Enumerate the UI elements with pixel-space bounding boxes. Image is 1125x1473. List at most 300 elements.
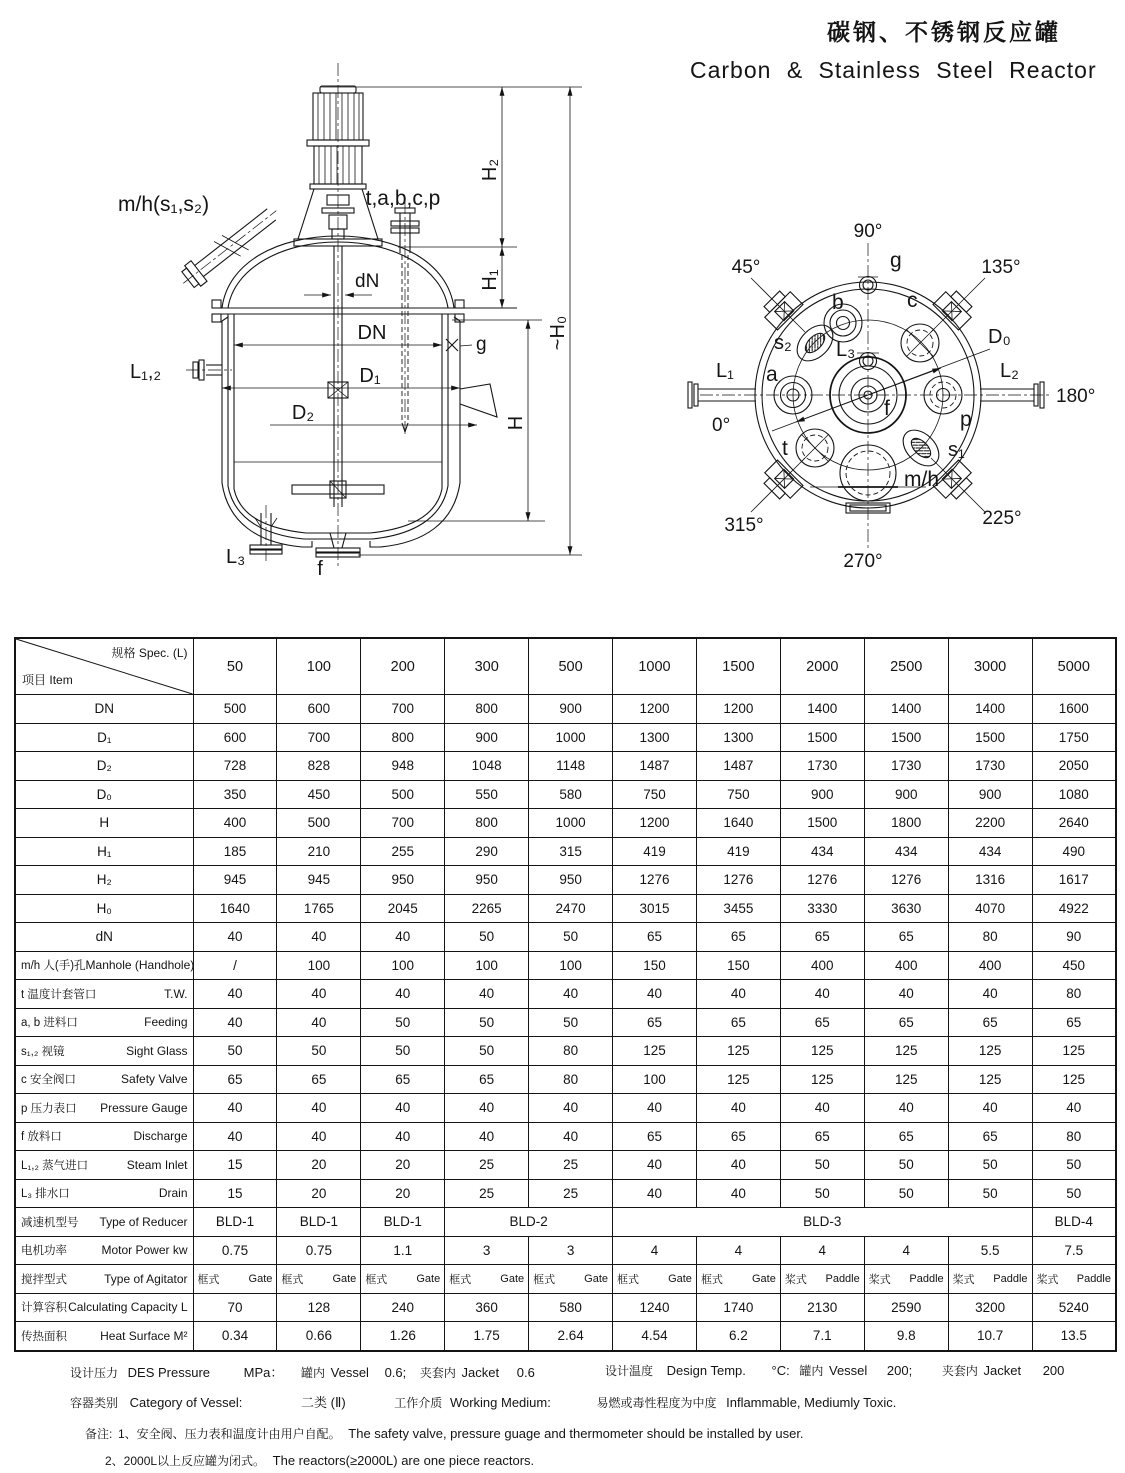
label-t: t bbox=[782, 437, 788, 460]
spec-cell: 25 bbox=[445, 1151, 529, 1180]
spec-cell: 40 bbox=[361, 1122, 445, 1151]
spec-cell: 900 bbox=[445, 723, 529, 752]
spec-cell: 2640 bbox=[1032, 809, 1116, 838]
spec-cell: 125 bbox=[1032, 1065, 1116, 1094]
vessel-pressure-value: 0.6; bbox=[384, 1365, 407, 1380]
spec-cell: 315 bbox=[529, 837, 613, 866]
medium-zh: 工作介质 bbox=[394, 1396, 443, 1410]
spec-cell: 4 bbox=[864, 1236, 948, 1265]
spec-col-header: 1500 bbox=[696, 638, 780, 695]
spec-cell: 500 bbox=[277, 809, 361, 838]
temp-vessel-en: Vessel bbox=[828, 1363, 868, 1378]
side-view-drawing bbox=[0, 55, 620, 630]
top-view-drawing bbox=[660, 215, 1125, 615]
jacket-zh: 夹套内 bbox=[419, 1366, 456, 1380]
label-l2: L₂ bbox=[1000, 360, 1019, 382]
spec-cell: 950 bbox=[445, 866, 529, 895]
table-row bbox=[15, 1037, 1116, 1066]
row-label: m/h 人(手)孔 Manhole (Handhole) bbox=[15, 951, 193, 980]
spec-cell: 4 bbox=[613, 1236, 697, 1265]
spec-cell: 1276 bbox=[864, 866, 948, 895]
spec-cell: 40 bbox=[780, 1094, 864, 1123]
row-label: 搅拌型式 Type of Agitator bbox=[15, 1265, 193, 1294]
spec-cell: 1080 bbox=[1032, 780, 1116, 809]
label-top-nozzle: t,a,b,c,p bbox=[365, 187, 441, 210]
spec-cell: 600 bbox=[193, 723, 277, 752]
spec-cell: 125 bbox=[780, 1065, 864, 1094]
spec-cell: 1500 bbox=[780, 723, 864, 752]
spec-cell: 125 bbox=[864, 1037, 948, 1066]
spec-cell: 40 bbox=[361, 980, 445, 1009]
spec-cell: 100 bbox=[277, 951, 361, 980]
spec-cell: 945 bbox=[193, 866, 277, 895]
spec-cell: 2590 bbox=[864, 1293, 948, 1322]
spec-col-header: 300 bbox=[445, 638, 529, 695]
row-label: 计算容积 Calculating Capacity L bbox=[15, 1293, 193, 1322]
vessel-temp-value: 200; bbox=[886, 1363, 913, 1378]
spec-cell: 0.66 bbox=[277, 1322, 361, 1351]
spec-cell: 1.26 bbox=[361, 1322, 445, 1351]
spec-cell: 1600 bbox=[1032, 695, 1116, 724]
spec-cell: 1200 bbox=[613, 809, 697, 838]
spec-cell: 1730 bbox=[864, 752, 948, 781]
spec-cell: 40 bbox=[277, 923, 361, 952]
angle-45: 45° bbox=[731, 257, 761, 278]
spec-cell: 950 bbox=[529, 866, 613, 895]
corner-item-label: 项目 Item bbox=[22, 673, 73, 687]
spec-cell: 3630 bbox=[864, 894, 948, 923]
spec-cell: 65 bbox=[948, 1008, 1032, 1037]
spec-cell: 40 bbox=[277, 1094, 361, 1123]
table-header-row bbox=[15, 638, 1116, 695]
spec-cell: 3 bbox=[529, 1236, 613, 1265]
spec-cell: 3200 bbox=[948, 1293, 1032, 1322]
spec-cell: 1617 bbox=[1032, 866, 1116, 895]
label-f: f bbox=[884, 397, 890, 420]
spec-cell: 1000 bbox=[529, 809, 613, 838]
spec-cell: 20 bbox=[361, 1151, 445, 1180]
design-pressure-zh: 设计压力 bbox=[70, 1366, 119, 1380]
spec-cell: 350 bbox=[193, 780, 277, 809]
table-row bbox=[15, 780, 1116, 809]
spec-cell: 框式 Gate bbox=[361, 1265, 445, 1294]
table-row bbox=[15, 951, 1116, 980]
spec-col-header: 1000 bbox=[613, 638, 697, 695]
table-row bbox=[15, 695, 1116, 724]
spec-col-header: 2000 bbox=[780, 638, 864, 695]
label-d0: D₀ bbox=[988, 326, 1011, 348]
corner-cell bbox=[15, 638, 193, 695]
label-h2: H₂ bbox=[479, 158, 501, 182]
table-row bbox=[15, 837, 1116, 866]
spec-cell: 65 bbox=[864, 1122, 948, 1151]
spec-cell: 700 bbox=[277, 723, 361, 752]
spec-col-header: 100 bbox=[277, 638, 361, 695]
spec-cell: 40 bbox=[696, 980, 780, 1009]
spec-cell: 400 bbox=[780, 951, 864, 980]
note-1 bbox=[85, 1425, 804, 1442]
spec-cell: 50 bbox=[529, 1008, 613, 1037]
spec-cell: 125 bbox=[696, 1065, 780, 1094]
spec-cell: 450 bbox=[1032, 951, 1116, 980]
medium-value-en: Inflammable, Mediumly Toxic. bbox=[726, 1395, 897, 1410]
spec-cell: 25 bbox=[529, 1179, 613, 1208]
spec-cell: 800 bbox=[445, 695, 529, 724]
spec-cell: 9.8 bbox=[864, 1322, 948, 1351]
table-row bbox=[15, 723, 1116, 752]
spec-cell: 550 bbox=[445, 780, 529, 809]
spec-cell: 40 bbox=[193, 1094, 277, 1123]
spec-cell: 80 bbox=[948, 923, 1032, 952]
spec-col-header: 50 bbox=[193, 638, 277, 695]
note-2 bbox=[105, 1452, 534, 1469]
spec-cell: 1000 bbox=[529, 723, 613, 752]
spec-cell: 桨式 Paddle bbox=[864, 1265, 948, 1294]
spec-cell: 600 bbox=[277, 695, 361, 724]
medium-value-zh: 易燃或毒性程度为中度 bbox=[596, 1396, 717, 1410]
vessel-zh: 罐内 bbox=[301, 1366, 326, 1380]
spec-cell: 40 bbox=[277, 1008, 361, 1037]
spec-cell: 65 bbox=[445, 1065, 529, 1094]
label-h1: H₁ bbox=[479, 269, 501, 291]
spec-cell: 50 bbox=[1032, 1179, 1116, 1208]
spec-cell: 4 bbox=[780, 1236, 864, 1265]
spec-cell: BLD-3 bbox=[613, 1208, 1033, 1237]
row-label: D₀ bbox=[15, 780, 193, 809]
row-label: H₁ bbox=[15, 837, 193, 866]
table-row bbox=[15, 1236, 1116, 1265]
spec-cell: 1200 bbox=[696, 695, 780, 724]
spec-cell: 1240 bbox=[613, 1293, 697, 1322]
spec-cell: 900 bbox=[864, 780, 948, 809]
spec-cell: 5240 bbox=[1032, 1293, 1116, 1322]
spec-cell: 728 bbox=[193, 752, 277, 781]
spec-cell: 2050 bbox=[1032, 752, 1116, 781]
spec-cell: 50 bbox=[445, 923, 529, 952]
table-row bbox=[15, 1122, 1116, 1151]
spec-cell: 1500 bbox=[780, 809, 864, 838]
spec-cell: 50 bbox=[361, 1037, 445, 1066]
spec-cell: 128 bbox=[277, 1293, 361, 1322]
spec-cell: 40 bbox=[948, 1094, 1032, 1123]
spec-cell: 65 bbox=[696, 1008, 780, 1037]
row-label: 传热面积 Heat Surface M² bbox=[15, 1322, 193, 1351]
table-row bbox=[15, 1293, 1116, 1322]
note-2-zh: 2、2000L以上反应罐为闭式。 bbox=[105, 1454, 266, 1468]
table-row bbox=[15, 980, 1116, 1009]
spec-cell: 255 bbox=[361, 837, 445, 866]
table-row bbox=[15, 809, 1116, 838]
table-row bbox=[15, 1208, 1116, 1237]
spec-cell: 434 bbox=[948, 837, 1032, 866]
spec-cell: 1200 bbox=[613, 695, 697, 724]
page-title-en: Carbon & Stainless Steel Reactor bbox=[690, 57, 1097, 83]
spec-cell: 125 bbox=[948, 1065, 1032, 1094]
spec-cell: 1.1 bbox=[361, 1236, 445, 1265]
category-zh: 容器类别 bbox=[70, 1396, 119, 1410]
label-manhole-nozzle: m/h(s₁,s₂) bbox=[118, 193, 210, 216]
spec-cell: 400 bbox=[864, 951, 948, 980]
spec-cell: 40 bbox=[277, 1122, 361, 1151]
spec-cell: 40 bbox=[1032, 1094, 1116, 1123]
spec-cell: 框式 Gate bbox=[529, 1265, 613, 1294]
spec-cell: 50 bbox=[193, 1037, 277, 1066]
spec-cell: 65 bbox=[613, 923, 697, 952]
spec-cell: 40 bbox=[613, 980, 697, 1009]
spec-cell: 框式 Gate bbox=[696, 1265, 780, 1294]
spec-cell: 65 bbox=[780, 1122, 864, 1151]
spec-cell: 4070 bbox=[948, 894, 1032, 923]
spec-cell: 100 bbox=[529, 951, 613, 980]
row-label: f 放料口 Discharge bbox=[15, 1122, 193, 1151]
row-label: 减速机型号 Type of Reducer bbox=[15, 1208, 193, 1237]
spec-cell: 40 bbox=[529, 1122, 613, 1151]
table-row bbox=[15, 752, 1116, 781]
spec-table bbox=[14, 637, 1117, 1352]
table-row bbox=[15, 1322, 1116, 1351]
spec-cell: 100 bbox=[445, 951, 529, 980]
spec-cell: 1148 bbox=[529, 752, 613, 781]
spec-cell: 40 bbox=[193, 1122, 277, 1151]
spec-cell: 65 bbox=[780, 923, 864, 952]
spec-cell: 7.1 bbox=[780, 1322, 864, 1351]
table-row bbox=[15, 923, 1116, 952]
design-temp-zh: 设计温度 bbox=[605, 1364, 654, 1378]
row-label: s₁,₂ 视镜 Sight Glass bbox=[15, 1037, 193, 1066]
spec-col-header: 2500 bbox=[864, 638, 948, 695]
corner-spec-label: 规格 Spec. (L) bbox=[111, 646, 188, 660]
spec-cell: 1487 bbox=[696, 752, 780, 781]
spec-cell: 65 bbox=[1032, 1008, 1116, 1037]
spec-cell: 40 bbox=[445, 1094, 529, 1123]
table-row bbox=[15, 1008, 1116, 1037]
spec-cell: 65 bbox=[864, 1008, 948, 1037]
spec-cell: 3455 bbox=[696, 894, 780, 923]
label-b: b bbox=[832, 291, 844, 314]
spec-cell: 900 bbox=[948, 780, 1032, 809]
spec-cell: 1500 bbox=[864, 723, 948, 752]
spec-cell: BLD-1 bbox=[361, 1208, 445, 1237]
spec-cell: 948 bbox=[361, 752, 445, 781]
spec-cell: 1276 bbox=[780, 866, 864, 895]
spec-cell: 50 bbox=[948, 1151, 1032, 1180]
spec-cell: 2.64 bbox=[529, 1322, 613, 1351]
spec-cell: 40 bbox=[277, 980, 361, 1009]
sight-glass-s2 bbox=[790, 318, 839, 367]
spec-cell: 750 bbox=[696, 780, 780, 809]
spec-cell: 40 bbox=[696, 1094, 780, 1123]
label-l12: L₁,₂ bbox=[130, 361, 162, 383]
label-s1: s₁ bbox=[948, 439, 965, 461]
category-value: 二类 (Ⅱ) bbox=[301, 1395, 346, 1410]
spec-cell: 15 bbox=[193, 1179, 277, 1208]
medium-en: Working Medium: bbox=[449, 1395, 551, 1410]
row-label: dN bbox=[15, 923, 193, 952]
row-label: H₀ bbox=[15, 894, 193, 923]
temp-jacket-zh: 夹套内 bbox=[941, 1364, 978, 1378]
spec-cell: 65 bbox=[696, 923, 780, 952]
spec-cell: 80 bbox=[529, 1037, 613, 1066]
spec-cell: 40 bbox=[864, 980, 948, 1009]
label-h: H bbox=[505, 415, 527, 431]
spec-cell: 10.7 bbox=[948, 1322, 1032, 1351]
spec-cell: 65 bbox=[780, 1008, 864, 1037]
spec-cell: 1048 bbox=[445, 752, 529, 781]
spec-cell: 419 bbox=[613, 837, 697, 866]
spec-cell: 900 bbox=[529, 695, 613, 724]
spec-cell: 100 bbox=[613, 1065, 697, 1094]
spec-cell: 65 bbox=[613, 1008, 697, 1037]
spec-cell: 40 bbox=[948, 980, 1032, 1009]
design-temp-line bbox=[605, 1362, 1064, 1379]
spec-cell: 1487 bbox=[613, 752, 697, 781]
spec-cell: 700 bbox=[361, 809, 445, 838]
notes-label: 备注: bbox=[85, 1427, 113, 1441]
spec-cell: 450 bbox=[277, 780, 361, 809]
spec-cell: 125 bbox=[696, 1037, 780, 1066]
angle-180: 180° bbox=[1056, 386, 1096, 407]
spec-cell: 40 bbox=[613, 1094, 697, 1123]
spec-cell: 2265 bbox=[445, 894, 529, 923]
spec-cell: 2045 bbox=[361, 894, 445, 923]
spec-cell: 0.34 bbox=[193, 1322, 277, 1351]
spec-cell: 400 bbox=[948, 951, 1032, 980]
spec-cell: 290 bbox=[445, 837, 529, 866]
spec-cell: 210 bbox=[277, 837, 361, 866]
spec-cell: 40 bbox=[529, 980, 613, 1009]
spec-cell: 40 bbox=[864, 1094, 948, 1123]
row-label: c 安全阀口 Safety Valve bbox=[15, 1065, 193, 1094]
row-label: L₁,₂ 蒸气进口 Steam Inlet bbox=[15, 1151, 193, 1180]
category-medium-line bbox=[70, 1392, 896, 1411]
spec-cell: 50 bbox=[529, 923, 613, 952]
spec-cell: 950 bbox=[361, 866, 445, 895]
spec-cell: 3 bbox=[445, 1236, 529, 1265]
spec-cell: 4922 bbox=[1032, 894, 1116, 923]
spec-cell: 1400 bbox=[780, 695, 864, 724]
spec-cell: 40 bbox=[696, 1151, 780, 1180]
spec-cell: 20 bbox=[361, 1179, 445, 1208]
spec-cell: 1400 bbox=[948, 695, 1032, 724]
table-row bbox=[15, 1151, 1116, 1180]
spec-cell: 1730 bbox=[948, 752, 1032, 781]
spec-cell: 580 bbox=[529, 1293, 613, 1322]
spec-cell: 1740 bbox=[696, 1293, 780, 1322]
spec-cell: 50 bbox=[948, 1179, 1032, 1208]
spec-cell: 500 bbox=[193, 695, 277, 724]
row-label: H bbox=[15, 809, 193, 838]
category-en: Category of Vessel: bbox=[129, 1395, 243, 1410]
spec-cell: 1300 bbox=[613, 723, 697, 752]
label-mh: m/h bbox=[904, 468, 940, 491]
spec-cell: 5.5 bbox=[948, 1236, 1032, 1265]
spec-cell: 70 bbox=[193, 1293, 277, 1322]
design-temp-en: Design Temp. bbox=[666, 1363, 746, 1378]
spec-cell: 桨式 Paddle bbox=[780, 1265, 864, 1294]
pressure-unit: MPa： bbox=[243, 1365, 284, 1380]
temp-jacket-en: Jacket bbox=[983, 1363, 1022, 1378]
spec-cell: BLD-4 bbox=[1032, 1208, 1116, 1237]
top-nozzle bbox=[391, 201, 419, 437]
spec-cell: 7.5 bbox=[1032, 1236, 1116, 1265]
spec-cell: 580 bbox=[529, 780, 613, 809]
label-dn-small: dN bbox=[355, 271, 380, 292]
design-pressure-line bbox=[70, 1362, 535, 1381]
vessel-en: Vessel bbox=[330, 1365, 369, 1380]
spec-cell: 1750 bbox=[1032, 723, 1116, 752]
spec-col-header: 500 bbox=[529, 638, 613, 695]
spec-cell: 125 bbox=[613, 1037, 697, 1066]
spec-cell: 490 bbox=[1032, 837, 1116, 866]
label-s2: s₂ bbox=[774, 332, 792, 354]
spec-cell: 40 bbox=[193, 1008, 277, 1037]
spec-cell: 40 bbox=[361, 923, 445, 952]
spec-cell: 900 bbox=[780, 780, 864, 809]
label-c: c bbox=[907, 289, 918, 312]
spec-cell: 桨式 Paddle bbox=[1032, 1265, 1116, 1294]
spec-cell: 945 bbox=[277, 866, 361, 895]
label-d1: D₁ bbox=[359, 365, 381, 387]
spec-cell: 2130 bbox=[780, 1293, 864, 1322]
spec-cell: 1730 bbox=[780, 752, 864, 781]
row-label: L₃ 排水口 Drain bbox=[15, 1179, 193, 1208]
row-label: 电机功率 Motor Power kw bbox=[15, 1236, 193, 1265]
spec-cell: 3330 bbox=[780, 894, 864, 923]
spec-cell: 40 bbox=[361, 1094, 445, 1123]
table-row bbox=[15, 866, 1116, 895]
spec-cell: 50 bbox=[780, 1151, 864, 1180]
spec-cell: 419 bbox=[696, 837, 780, 866]
spec-cell: 1500 bbox=[948, 723, 1032, 752]
spec-cell: 400 bbox=[193, 809, 277, 838]
spec-cell: 15 bbox=[193, 1151, 277, 1180]
spec-cell: 65 bbox=[361, 1065, 445, 1094]
spec-cell: 50 bbox=[1032, 1151, 1116, 1180]
spec-cell: 50 bbox=[864, 1179, 948, 1208]
label-d2: D₂ bbox=[291, 402, 315, 424]
spec-cell: 1316 bbox=[948, 866, 1032, 895]
spec-cell: 50 bbox=[445, 1008, 529, 1037]
spec-cell: 50 bbox=[361, 1008, 445, 1037]
spec-cell: 150 bbox=[696, 951, 780, 980]
spec-cell: 4 bbox=[696, 1236, 780, 1265]
spec-cell: 65 bbox=[696, 1122, 780, 1151]
steam-inlet-nozzle bbox=[186, 360, 232, 380]
spec-cell: 65 bbox=[864, 923, 948, 952]
spec-cell: 1640 bbox=[193, 894, 277, 923]
angle-135: 135° bbox=[981, 257, 1021, 278]
label-dn: DN bbox=[357, 322, 387, 344]
spec-col-header: 200 bbox=[361, 638, 445, 695]
spec-cell: 40 bbox=[529, 1094, 613, 1123]
spec-cell: 125 bbox=[1032, 1037, 1116, 1066]
spec-cell: BLD-1 bbox=[277, 1208, 361, 1237]
temp-vessel-zh: 罐内 bbox=[799, 1364, 824, 1378]
label-a: a bbox=[766, 363, 778, 386]
spec-cell: BLD-1 bbox=[193, 1208, 277, 1237]
angle-0: 0° bbox=[712, 415, 731, 436]
spec-cell: 185 bbox=[193, 837, 277, 866]
spec-cell: 1800 bbox=[864, 809, 948, 838]
nozzle-c bbox=[901, 324, 939, 362]
spec-cell: / bbox=[193, 951, 277, 980]
label-f: f bbox=[317, 558, 323, 580]
spec-cell: 20 bbox=[277, 1151, 361, 1180]
spec-cell: 434 bbox=[864, 837, 948, 866]
spec-cell: 框式 Gate bbox=[193, 1265, 277, 1294]
spec-cell: 40 bbox=[445, 980, 529, 1009]
spec-cell: 桨式 Paddle bbox=[948, 1265, 1032, 1294]
